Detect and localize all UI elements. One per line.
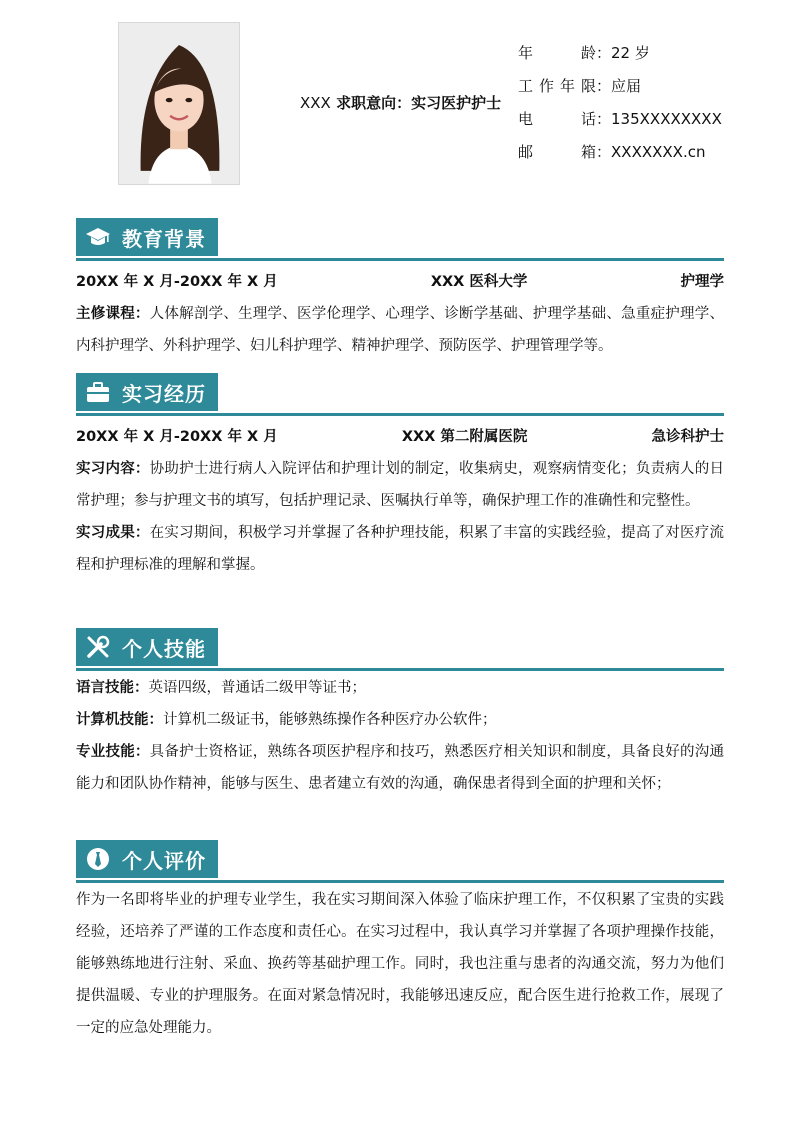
section-tag — [76, 373, 218, 411]
job-objective: 求职意向：实习医护护士 — [336, 94, 502, 112]
courses-text: 人体解剖学、生理学、医学伦理学、心理学、诊断学基础、护理学基础、急重症护理学、内科护理学、外科护理学、妇儿科护理学、精神护理学、预防医学、护理管理学等。 — [76, 306, 725, 354]
result-label: 实习成果： — [76, 525, 150, 541]
info-value: 22 岁 — [611, 44, 650, 62]
section-divider — [76, 413, 724, 416]
internship-section-header — [76, 373, 724, 421]
education-summary-row — [76, 266, 724, 298]
skill-item-language — [76, 672, 724, 704]
section-tag — [76, 218, 218, 256]
info-label: 年龄 — [518, 44, 596, 62]
content-label: 实习内容： — [76, 461, 150, 477]
school-name: XXX 医科大学 — [430, 274, 528, 290]
internship-period: 20XX 年 X 月-20XX 年 X 月 — [76, 429, 278, 445]
section-tag — [76, 840, 218, 878]
evaluation-paragraph: 作为一名即将毕业的护理专业学生，我在实习期间深入体验了临床护理工作，不仅积累了宝贵的实践经验，还培养了严谨的工作态度和责任心。在实习过程中，我认真学习并掌握了各项护理操作技能，能够熟练地进行注射、采血、换药等基础护理工作。同时，我也注重与患者的沟通交流，努力为他们提供温暖、专业的护理服务。在面对紧急情况时，我能够迅速反应，配合医生进行抢救工作，展现了一定的应急处理能力。 — [76, 892, 724, 1036]
skill-text: 具备护士资格证，熟练各项医护程序和技巧，熟悉医疗相关知识和制度，具备良好的沟通能力和团队协作精神，能够与医生、患者建立有效的沟通，确保患者得到全面的护理和关怀； — [76, 744, 725, 792]
info-label: 邮箱 — [518, 143, 596, 161]
personal-info — [518, 42, 722, 174]
skill-text: 计算机二级证书，能够熟练操作各种医疗办公软件； — [163, 712, 497, 728]
education-period: 20XX 年 X 月-20XX 年 X 月 — [76, 274, 278, 290]
info-value: 135XXXXXXXX — [611, 110, 722, 128]
education-section-header — [76, 218, 724, 266]
name-and-objective — [300, 92, 501, 113]
section-tag — [76, 628, 218, 666]
profile-photo — [118, 22, 240, 185]
skills-section-header — [76, 628, 724, 676]
internship-content-paragraph — [76, 453, 724, 517]
skill-item-professional — [76, 736, 724, 800]
courses-paragraph — [76, 298, 724, 362]
tie-icon — [84, 845, 112, 873]
skill-text: 英语四级，普通话二级甲等证书； — [148, 680, 366, 696]
skill-item-computer — [76, 704, 724, 736]
content-text: 协助护士进行病人入院评估和护理计划的制定，收集病史，观察病情变化；负责病人的日常护理；参与护理文书的填写，包括护理记录、医嘱执行单等，确保护理工作的准确性和完整性。 — [76, 461, 725, 509]
section-divider — [76, 880, 724, 883]
internship-summary-row — [76, 421, 724, 453]
section-title: 个人技能 — [122, 636, 206, 661]
result-text: 在实习期间，积极学习并掌握了各种护理技能，积累了丰富的实践经验，提高了对医疗流程和护理标准的理解和掌握。 — [76, 525, 725, 573]
info-row-experience: 工作年限：应届 — [518, 77, 642, 95]
skill-label: 计算机技能： — [76, 712, 163, 728]
info-label: 工作年限 — [518, 77, 596, 95]
info-label: 电话 — [518, 110, 596, 128]
graduation-cap-icon — [84, 223, 112, 251]
section-title: 实习经历 — [122, 381, 206, 406]
internship-role: 急诊科护士 — [651, 429, 724, 445]
internship-content — [76, 421, 724, 581]
section-title: 个人评价 — [122, 848, 206, 873]
info-value: 应届 — [611, 77, 642, 95]
skill-label: 专业技能： — [76, 744, 150, 760]
info-value: XXXXXXX.cn — [611, 143, 706, 161]
info-row-age: 年龄：22 岁 — [518, 44, 650, 62]
skill-label: 语言技能： — [76, 680, 149, 696]
info-row-phone: 电话：135XXXXXXXX — [518, 110, 722, 128]
courses-label: 主修课程： — [76, 306, 150, 322]
education-content — [76, 266, 724, 362]
tools-icon — [84, 633, 112, 661]
section-divider — [76, 258, 724, 261]
evaluation-content — [76, 884, 724, 1044]
info-row-email: 邮箱：XXXXXXX.cn — [518, 143, 706, 161]
candidate-name: XXX — [300, 94, 331, 112]
internship-result-paragraph — [76, 517, 724, 581]
briefcase-icon — [84, 378, 112, 406]
section-title: 教育背景 — [122, 226, 206, 251]
skills-content — [76, 672, 724, 800]
major-name: 护理学 — [680, 274, 724, 290]
evaluation-section-header — [76, 840, 724, 888]
section-divider — [76, 668, 724, 671]
hospital-name: XXX 第二附属医院 — [401, 429, 528, 445]
